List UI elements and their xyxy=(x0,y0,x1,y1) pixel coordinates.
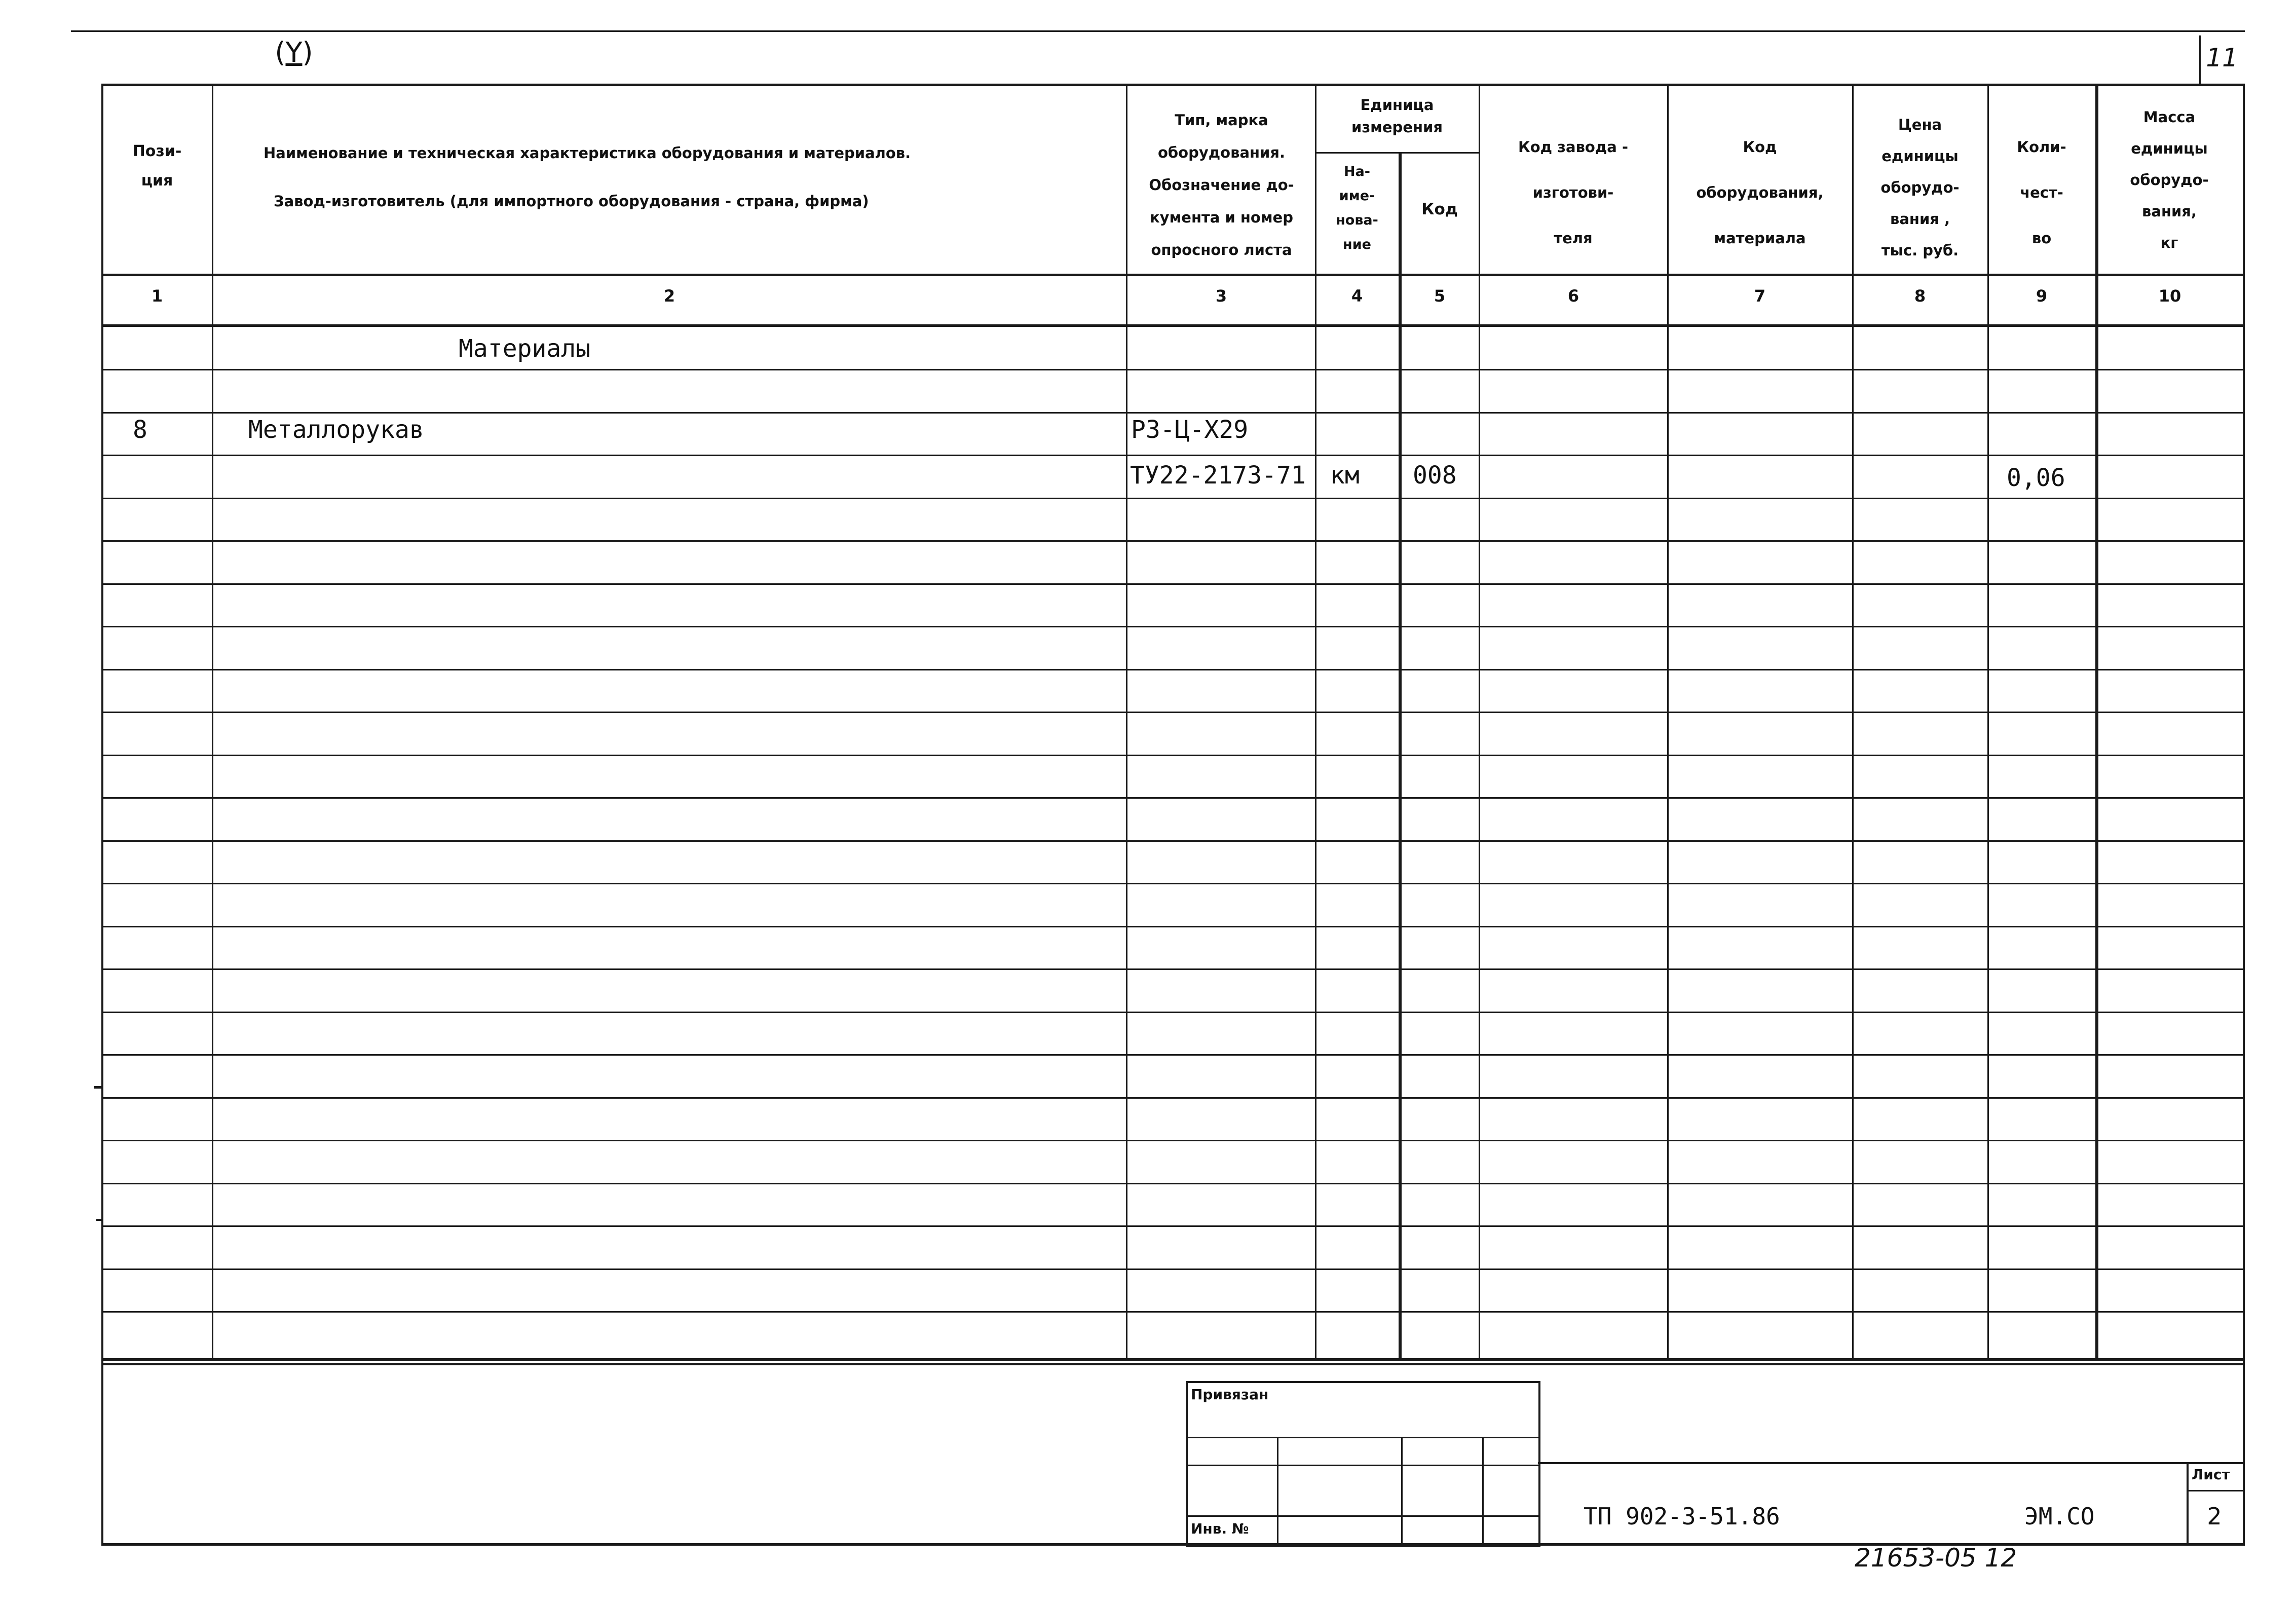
table-row-line xyxy=(101,1097,2243,1099)
table-row-line xyxy=(101,626,2243,627)
table-row-line xyxy=(101,712,2243,713)
colnum-3: 3 xyxy=(1215,286,1227,306)
header-col1: Пози- ция xyxy=(132,142,182,190)
table-row-line xyxy=(101,1140,2243,1141)
table-row-line xyxy=(101,755,2243,756)
doc-mark: ЭМ.СО xyxy=(2024,1503,2095,1530)
bound-label: Привязан xyxy=(1191,1386,1269,1403)
binding-line-2 xyxy=(1186,1465,1538,1466)
header-col10: Масса единицы оборудо- вания, кг xyxy=(2130,108,2209,251)
col-line-7 xyxy=(1852,84,1854,1361)
colnum-7: 7 xyxy=(1754,286,1766,306)
inv-label: Инв. № xyxy=(1191,1520,1249,1537)
sheet-number: 2 xyxy=(2207,1503,2222,1530)
table-row-line xyxy=(101,883,2243,884)
col-line-9 xyxy=(2095,84,2098,1361)
top-rule xyxy=(71,30,2245,32)
col-line-2 xyxy=(1126,84,1127,1361)
item-quantity: 0,06 xyxy=(2007,464,2065,492)
table-row-line xyxy=(101,1012,2243,1013)
binding-line-3 xyxy=(1186,1515,1538,1517)
footer-handwritten: 21653-05 12 xyxy=(1855,1543,2017,1573)
header-col7: Код оборудования, материала xyxy=(1696,138,1824,247)
table-row-line xyxy=(101,1054,2243,1056)
colnum-bottom-line xyxy=(101,324,2243,327)
colnum-6: 6 xyxy=(1567,286,1579,306)
table-row-line xyxy=(101,1183,2243,1184)
table-row-line xyxy=(101,669,2243,670)
header-col2: Наименование и техническая характеристика оборудования и материалов. Завод-изготовитель (для импортного оборудования - страна, фирма) xyxy=(264,144,911,210)
col-line-8 xyxy=(1987,84,1989,1361)
margin-tick-1 xyxy=(94,1086,103,1089)
stamp-top-line xyxy=(1538,1462,2243,1464)
doc-code: ТП 902-3-51.86 xyxy=(1584,1503,1780,1530)
table-row-line xyxy=(101,1268,2243,1270)
item-type: РЗ-Ц-Х29 xyxy=(1131,416,1249,444)
header-col8: Цена единицы оборудо- вания , тыс. руб. xyxy=(1880,116,1960,259)
item-position: 8 xyxy=(133,416,147,444)
header-bottom-line xyxy=(101,274,2243,276)
header-col9: Коли- чест- во xyxy=(2017,138,2066,247)
sheet-cell-divider xyxy=(2187,1490,2243,1491)
colnum-1: 1 xyxy=(151,286,163,306)
col-line-6 xyxy=(1667,84,1669,1361)
table-row-line xyxy=(101,498,2243,499)
table-row-line xyxy=(101,968,2243,970)
header-col6: Код завода - изготови- теля xyxy=(1518,138,1628,247)
col-line-1 xyxy=(212,84,213,1361)
header-col3: Тип, марка оборудования. Обозначение до- кумента и номер опросного листа xyxy=(1149,111,1294,258)
section-title: Материалы xyxy=(459,334,591,363)
colnum-9: 9 xyxy=(2036,286,2048,306)
binding-vline-3 xyxy=(1482,1437,1484,1543)
col-line-3 xyxy=(1315,84,1316,1361)
colnum-10: 10 xyxy=(2158,286,2181,306)
colnum-8: 8 xyxy=(1914,286,1926,306)
header-unit-group: Единица измерения xyxy=(1351,96,1443,136)
page-number: 11 xyxy=(2206,43,2238,72)
col-line-5 xyxy=(1479,84,1480,1361)
item-name: Металлорукав xyxy=(248,416,424,444)
item-unit: км xyxy=(1330,461,1360,490)
table-row-line xyxy=(101,1311,2243,1313)
title-block-frame xyxy=(101,1361,2245,1546)
item-doc: ТУ22-2173-71 xyxy=(1130,461,1306,490)
item-code: 008 xyxy=(1413,461,1457,490)
header-col5: Код xyxy=(1421,200,1458,218)
table-row-line xyxy=(101,455,2243,456)
binding-vline-2 xyxy=(1401,1437,1403,1543)
table-row-line xyxy=(101,540,2243,542)
unit-group-divider xyxy=(1315,152,1479,154)
table-row-line xyxy=(101,840,2243,842)
table-row-line xyxy=(101,797,2243,799)
colnum-4: 4 xyxy=(1351,286,1363,306)
table-row-line xyxy=(101,926,2243,927)
margin-tick-2 xyxy=(96,1219,103,1221)
colnum-5: 5 xyxy=(1434,286,1446,306)
binding-vline-1 xyxy=(1277,1437,1278,1543)
colnum-2: 2 xyxy=(663,286,675,306)
table-row-line xyxy=(101,583,2243,585)
table-row-line xyxy=(101,412,2243,414)
sheet-label: Лист xyxy=(2192,1466,2230,1483)
circle-mark-letter: Y xyxy=(285,36,303,68)
circle-mark: (Y) xyxy=(275,36,313,68)
table-row-line xyxy=(101,369,2243,370)
table-row-line xyxy=(101,1225,2243,1227)
binding-line-1 xyxy=(1186,1437,1538,1438)
header-col4: На- име- нова- ние xyxy=(1336,164,1378,252)
